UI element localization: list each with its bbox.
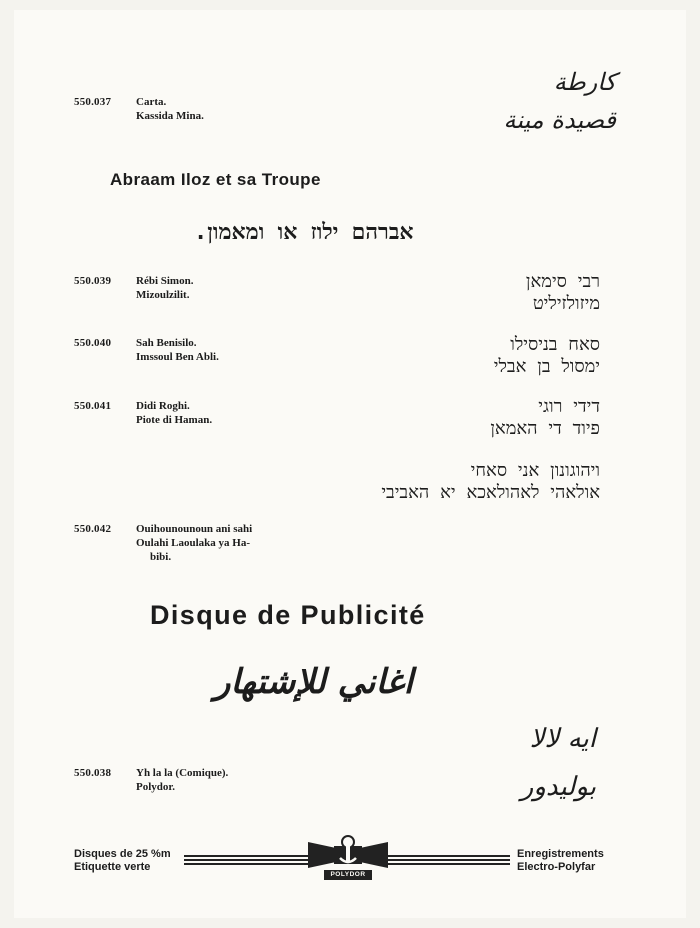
entry-title: Rébi Simon. — [136, 275, 194, 287]
entry-subtitle-cont: bibi. — [150, 551, 172, 563]
hebrew-subtitle: ימסול בן אבלי — [493, 356, 600, 377]
publicity-arabic: اغاني للإشتهار — [214, 662, 414, 702]
logo-text: POLYDOR — [330, 871, 366, 878]
arabic-title: كارطة — [553, 68, 616, 96]
footer-left — [74, 848, 171, 874]
section-heading: Abraam Iloz et sa Troupe — [110, 170, 321, 189]
entry-title-lines — [136, 522, 326, 564]
entry-subtitle: Piote di Haman. — [136, 414, 213, 426]
arabic-subtitle: بوليدور — [520, 772, 596, 802]
publicity-title: Disque de Publicité — [150, 600, 426, 630]
entry-title: Sah Benisilo. — [136, 337, 197, 349]
entry-number: 550.038 — [74, 767, 112, 779]
catalog-page — [14, 10, 686, 918]
entry-title: Yh la la (Comique). — [136, 767, 229, 779]
entry-number: 550.040 — [74, 337, 112, 349]
entry-number: 550.042 — [74, 523, 112, 535]
entry-title-lines — [136, 766, 228, 794]
hebrew-subtitle: מיזולזיליט — [532, 293, 600, 314]
footer-left-line2: Etiquette verte — [74, 861, 151, 873]
entry-title: Didi Roghi. — [136, 400, 190, 412]
footer-rule — [184, 863, 308, 865]
section-heading-hebrew: אברהם ילוז או ומאמון. — [194, 220, 414, 245]
entry-number: 550.039 — [74, 275, 112, 287]
footer-rule — [184, 859, 308, 861]
entry-title-lines — [136, 274, 193, 302]
hebrew-title: סאח בניסילו — [510, 334, 600, 355]
entry-title-lines — [136, 336, 219, 364]
hebrew-title: רבי סימאן — [525, 271, 600, 292]
entry-subtitle: Imssoul Ben Abli. — [136, 351, 219, 363]
footer-rule — [184, 855, 308, 857]
footer-right — [517, 848, 604, 874]
hebrew-title: דידי רוגי — [538, 396, 600, 417]
hebrew-title: ויהוגונון אני סאחי — [470, 460, 600, 481]
entry-subtitle: Polydor. — [136, 781, 176, 793]
hebrew-subtitle: אולאהי לאהולאכא יא האביבי — [381, 482, 600, 503]
entry-subtitle: Oulahi Laoulaka ya Ha- — [136, 537, 251, 549]
footer-right-line1: Enregistrements — [517, 848, 604, 860]
footer-rule — [388, 859, 510, 861]
entry-title: Ouihounounoun ani sahi — [136, 523, 253, 535]
entry-subtitle: Kassida Mina. — [136, 110, 204, 122]
footer-rule — [388, 863, 510, 865]
entry-title-lines — [136, 95, 204, 123]
polydor-logo — [306, 832, 390, 884]
entry-subtitle: Mizoulzilit. — [136, 289, 190, 301]
footer-left-line1: Disques de 25 %m — [74, 848, 171, 860]
footer-right-line2: Electro-Polyfar — [517, 861, 596, 873]
arabic-title: ايه لالا — [529, 724, 596, 754]
entry-title: Carta. — [136, 96, 167, 108]
hebrew-subtitle: פיוד די האמאן — [490, 418, 600, 439]
entry-title-lines — [136, 399, 212, 427]
entry-number: 550.041 — [74, 400, 112, 412]
footer-rule — [388, 855, 510, 857]
entry-number: 550.037 — [74, 96, 112, 108]
arabic-subtitle: قصيدة مينة — [503, 106, 616, 134]
